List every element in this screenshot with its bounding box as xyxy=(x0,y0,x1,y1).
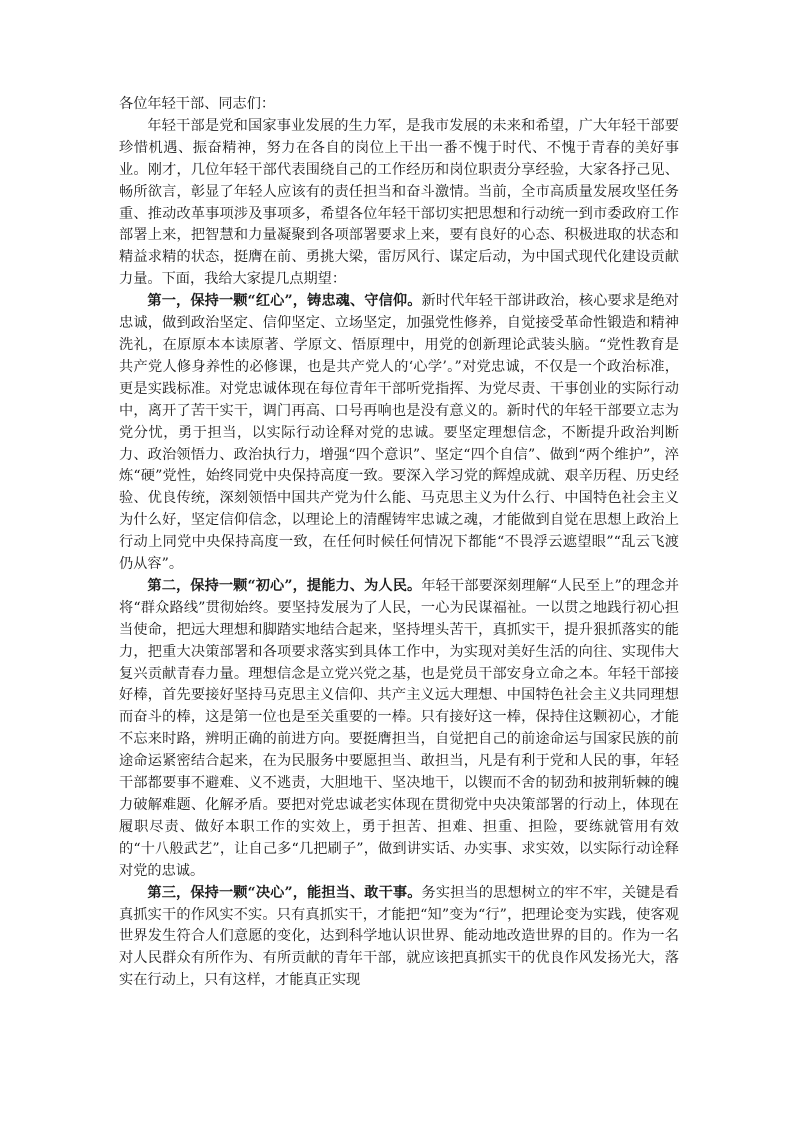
point-one-paragraph xyxy=(119,291,679,576)
paragraph-text: 新时代年轻干部讲政治，核心要求是绝对忠诚，做到政治坚定、信仰坚定、立场坚定，加强党性修养，自觉接受革命性锻造和精神洗礼，在原原本本读原著、学原文、悟原理中，用党的创新理论武装头脑。“党性教育是共产党人修身养性的必修课，也是共产党人的‘心学’。”对党忠诚，不仅是一个政治标准，更是实践标准。对党忠诚体现在每位青年干部听党指挥、为党尽责、干事创业的实际行动中，离开了苦干实干，调门再高、口号再响也是没有意义的。新时代的年轻干部要立志为党分忧，勇于担当，以实际行动诠释对党的忠诚。要坚定理想信念，不断提升政治判断力、政治领悟力、政治执行力，增强“四个意识”、坚定“四个自信”、做到“两个维护”，淬炼“硬”党性，始终同党中央保持高度一致。要深入学习党的辉煌成就、艰辛历程、历史经验、优良传统，深刻领悟中国共产党为什么能、马克思主义为什么行、中国特色社会主义为什么好，坚定信仰信念，以理论上的清醒铸牢忠诚之魂，才能做到自觉在思想上政治上行动上同党中央保持高度一致，在任何时候任何情况下都能“不畏浮云遮望眼”“乱云飞渡仍从容”。 xyxy=(119,293,679,573)
paragraph-text: 务实担当的思想树立的牢不牢，关键是看真抓实干的作风实不实。只有真抓实干，才能把“知”变为“行”，把理论变为实践，使客观世界发生符合人们意愿的变化，达到科学地认识世界、能动地改造世界的目的。作为一名对人民群众有所作为、有所贡献的青年干部，就应该把真抓实干的优良作风发扬光大，落实在行动上，只有这样，才能真正实现 xyxy=(119,884,679,989)
document-page xyxy=(119,94,679,992)
point-one-heading: 第一，保持一颗“红心”，铸忠魂、守信仰。 xyxy=(147,293,422,310)
paragraph-text: 年轻干部是党和国家事业发展的生力军，是我市发展的未来和希望，广大年轻干部要珍惜机遇、振奋精神，努力在各自的岗位上干出一番不愧于时代、不愧于青春的美好事业。刚才，几位年轻干部代表围绕自己的工作经历和岗位职责分享经验，大家各抒己见、畅所欲言，彰显了年轻人应该有的责任担当和奋斗激情。当前，全市高质量发展攻坚任务重、推动改革事项涉及事项多，希望各位年轻干部切实把思想和行动统一到市委政府工作部署上来，把智慧和力量凝聚到各项部署要求上来，要有良好的心态、积极进取的状态和精益求精的状态，挺膺在前、勇挑大梁，雷厉风行、谋定后动，为中国式现代化建设贡献力量。下面，我给大家提几点期望： xyxy=(119,117,679,288)
paragraph-text: 年轻干部要深刻理解“人民至上”的理念并将“群众路线”贯彻始终。要坚持发展为了人民，一心为民谋福祉。一以贯之地践行初心担当使命，把远大理想和脚踏实地结合起来，坚持埋头苦干，真抓实干，提升狠抓落实的能力，把重大决策部署和各项要求落实到具体工作中，为实现对美好生活的向往、实现伟大复兴贡献青春力量。理想信念是立党兴党之基，也是党员干部安身立命之本。年轻干部接好棒，首先要接好坚持马克思主义信仰、共产主义远大理想、中国特色社会主义共同理想而奋斗的棒，这是第一位也是至关重要的一棒。只有接好这一棒，保持住这颗初心，才能不忘来时路，辨明正确的前进方向。要挺膺担当，自觉把自己的前途命运与国家民族的前途命运紧密结合起来，在为民服务中要愿担当、敢担当，凡是有利于党和人民的事，年轻干部都要事不避难、义不逃责，大胆地干、坚决地干，以锲而不舍的韧劲和披荆斩棘的魄力破解难题、化解矛盾。要把对党忠诚老实体现在贯彻党中央决策部署的行动上，体现在履职尽责、做好本职工作的实效上，勇于担苦、担难、担重、担险，要练就管用有效的“十八般武艺”，让自己多“几把刷子”，做到讲实话、办实事、求实效，以实际行动诠释对党的忠诚。 xyxy=(119,577,679,879)
point-two-paragraph xyxy=(119,576,679,883)
intro-paragraph xyxy=(119,116,679,291)
point-two-heading: 第二，保持一颗“初心”，提能力、为人民。 xyxy=(147,577,422,594)
salutation: 各位年轻干部、同志们： xyxy=(119,96,276,112)
point-three-paragraph xyxy=(119,883,679,993)
point-three-heading: 第三，保持一颗“决心”，能担当、敢干事。 xyxy=(147,884,422,901)
